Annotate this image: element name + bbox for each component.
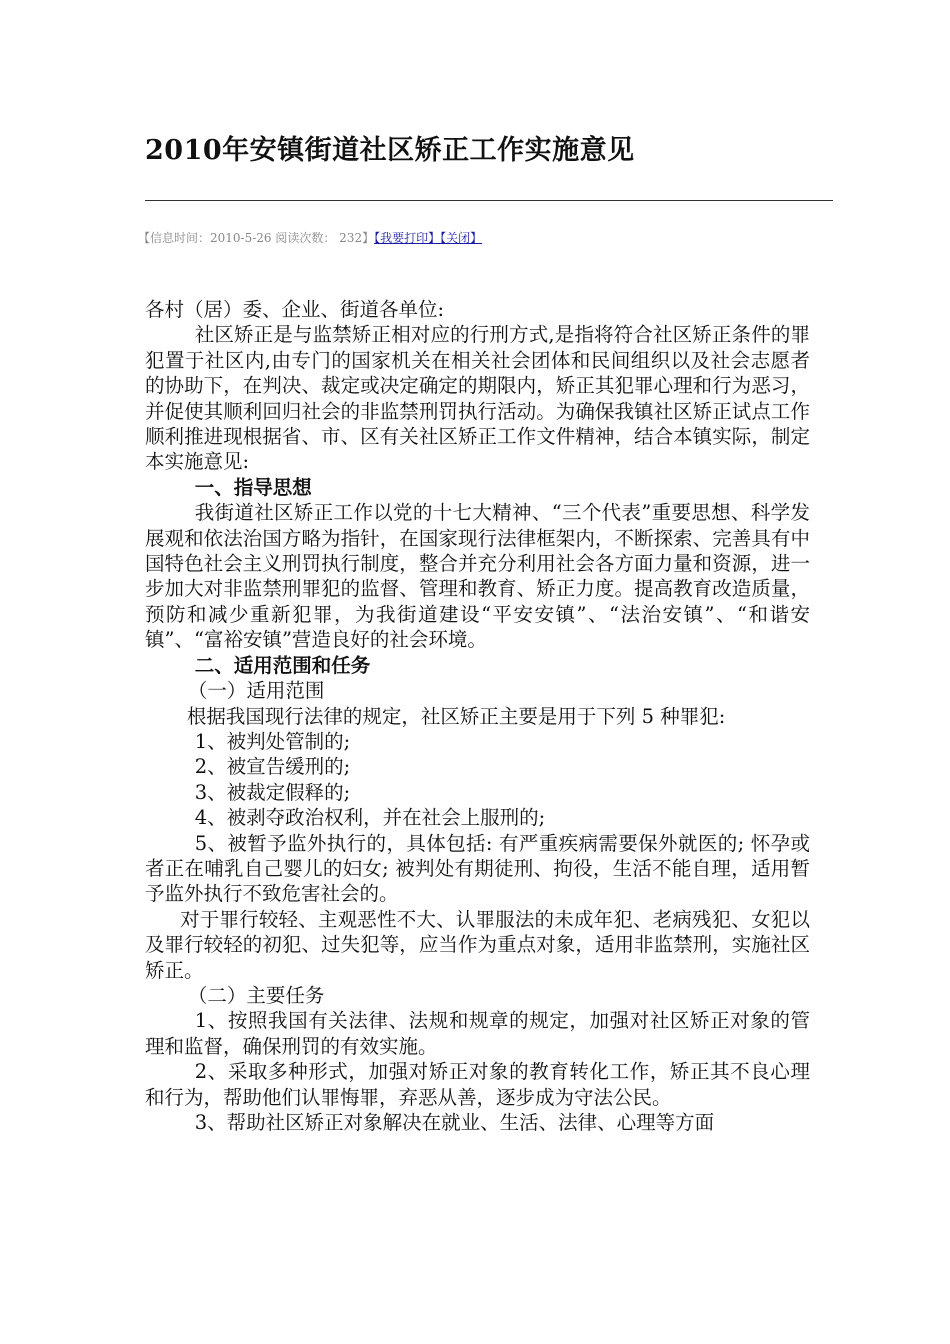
key-targets-paragraph: 对于罪行较轻、主观恶性不大、认罪服法的未成年犯、老病残犯、女犯以及罪行较轻的初犯、过失犯等，应当作为重点对象，适用非监禁刑，实施社区矫正。 [145,907,810,982]
info-bar [138,229,482,246]
list-item: 2、被宣告缓刑的; [194,755,351,779]
subsection-heading-scope: （一）适用范围 [187,679,325,703]
print-link[interactable]: 【我要打印】 [374,231,441,245]
subsection-heading-tasks: （二）主要任务 [187,983,325,1007]
task-item: 1、按照我国有关法律、法规和规章的规定，加强对社区矫正对象的管理和监督，确保刑罚的有效实施。 [145,1009,810,1058]
intro-paragraph: 社区矫正是与监禁矫正相对应的行刑方式,是指将符合社区矫正条件的罪犯置于社区内,由专门的国家机关在相关社会团体和民间组织以及社会志愿者的协助下，在判决、裁定或决定确定的期限内，矫正其犯罪心理和行为恶习，并促使其顺利回归社会的非监禁刑罚执行活动。为确保我镇社区矫正试点工作顺利推进现根据省、市、区有关社区矫正工作文件精神，结合本镇实际，制定本实施意见: [145,323,810,474]
page-title: 2010年安镇街道社区矫正工作实施意见 [145,135,635,166]
list-item: 3、被裁定假释的; [194,780,351,804]
close-link[interactable]: 【关闭】 [440,231,483,245]
info-time-views: 【信息时间：2010-5-26 阅读次数： 232】 [138,231,375,245]
task-item: 3、帮助社区矫正对象解决在就业、生活、法律、心理等方面 [194,1111,715,1134]
article-body [145,297,810,1135]
section-heading-2: 二、适用范围和任务 [194,653,371,677]
list-item: 1、被判处管制的; [194,729,351,753]
task-item: 2、采取多种形式，加强对矫正对象的教育转化工作，矫正其不良心理和行为，帮助他们认罪悔罪，弃恶从善，逐步成为守法公民。 [145,1060,810,1109]
guiding-ideology-paragraph: 我街道社区矫正工作以党的十七大精神、“三个代表”重要思想、科学发展观和依法治国方略为指针，在国家现行法律框架内，不断探索、完善具有中国特色社会主义刑罚执行制度，整合并充分利用社会各方面力量和资源，进一步加大对非监禁刑罪犯的监督、管理和教育、矫正力度。提高教育改造质量，预防和减少重新犯罪，为我街道建设“平安安镇”、“法治安镇”、“和谐安镇”、“富裕安镇”营造良好的社会环境。 [145,501,810,652]
scope-paragraph: 根据我国现行法律的规定，社区矫正主要是用于下列 5 种罪犯: [186,704,726,728]
list-item: 5、被暂予监外执行的，具体包括: 有严重疾病需要保外就医的; 怀孕或者正在哺乳自己婴儿的妇女; 被判处有期徒刑、拘役，生活不能自理，适用暂予监外执行不致危害社会的。 [145,831,810,906]
section-heading-1: 一、指导思想 [194,475,312,499]
list-item: 4、被剥夺政治权利，并在社会上服刑的; [194,806,546,830]
salutation: 各村（居）委、企业、街道各单位: [145,298,445,321]
title-divider [145,200,833,201]
